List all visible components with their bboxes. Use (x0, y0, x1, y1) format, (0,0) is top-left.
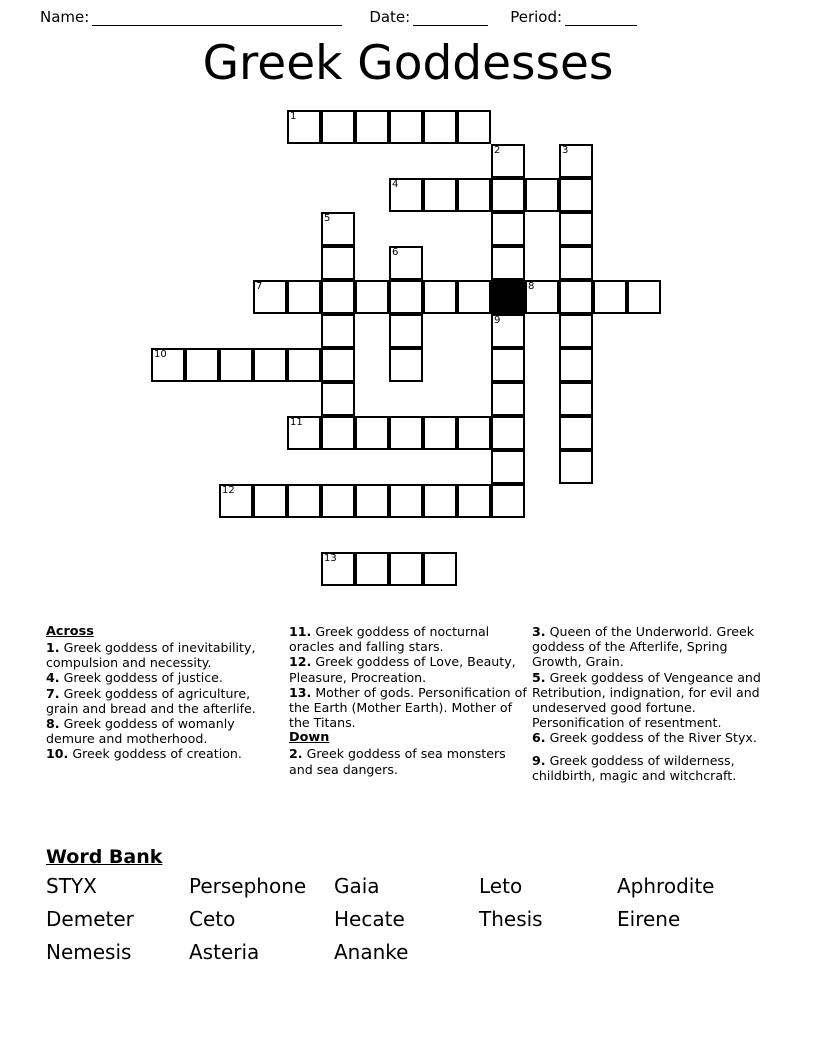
grid-cell-number: 11 (290, 417, 303, 428)
clue-text: Greek goddess of sea monsters and sea dangers. (289, 746, 506, 777)
grid-cell-number: 9 (494, 315, 501, 326)
grid-cell[interactable] (457, 416, 491, 450)
grid-cell[interactable] (321, 416, 355, 450)
date-label: Date: (369, 8, 411, 26)
grid-cell[interactable] (457, 178, 491, 212)
grid-cell[interactable] (491, 450, 525, 484)
name-label: Name: (40, 8, 90, 26)
grid-cell[interactable] (389, 484, 423, 518)
grid-cell[interactable] (423, 484, 457, 518)
clue-text: Greek goddess of inevitability, compulsion and necessity. (46, 640, 256, 671)
clue-text: Greek goddess of nocturnal oracles and falling stars. (289, 624, 490, 655)
clue-number: 8. (46, 716, 60, 732)
clue-item (289, 624, 527, 654)
grid-cell[interactable] (491, 314, 525, 348)
clues-section (46, 624, 786, 839)
grid-cell[interactable] (491, 416, 525, 450)
grid-cell[interactable] (559, 416, 593, 450)
clue-item (289, 654, 527, 684)
clue-text: Greek goddess of creation. (68, 746, 242, 762)
word-bank-row (46, 904, 786, 937)
clue-item (46, 670, 286, 685)
grid-cell[interactable] (185, 348, 219, 382)
clue-item (46, 640, 286, 670)
grid-cell[interactable] (253, 348, 287, 382)
word-bank-word: Ceto (189, 907, 236, 931)
grid-cell[interactable] (287, 110, 321, 144)
grid-cell[interactable] (491, 178, 525, 212)
grid-cell[interactable] (219, 484, 253, 518)
grid-cell[interactable] (559, 450, 593, 484)
grid-cell[interactable] (423, 280, 457, 314)
grid-cell[interactable] (389, 280, 423, 314)
clue-text: Mother of gods. Personification of the Earth (Mother Earth). Mother of the Titans. (289, 684, 527, 731)
grid-cell-number: 8 (528, 281, 535, 292)
grid-cell[interactable] (423, 178, 457, 212)
grid-cell[interactable] (389, 110, 423, 144)
grid-cell[interactable] (457, 484, 491, 518)
clue-text: Greek goddess of womanly demure and motherhood. (46, 716, 235, 747)
period-label: Period: (510, 8, 563, 26)
grid-cell[interactable] (457, 110, 491, 144)
clue-item (532, 730, 780, 745)
grid-cell-number: 12 (222, 485, 235, 496)
grid-cell[interactable] (559, 280, 593, 314)
clue-number: 9. (532, 752, 546, 768)
grid-cell[interactable] (559, 348, 593, 382)
grid-cell-number: 1 (290, 111, 297, 122)
clue-text: Queen of the Underworld. Greek goddess of the Afterlife, Spring Growth, Grain. (532, 624, 755, 670)
word-bank-word: Persephone (189, 874, 307, 898)
grid-cell[interactable] (287, 484, 321, 518)
grid-cell-number: 10 (154, 349, 167, 360)
word-bank-title: Word Bank (46, 846, 163, 868)
clue-number: 12. (289, 654, 312, 670)
grid-cell-number: 7 (256, 281, 263, 292)
grid-cell[interactable] (389, 348, 423, 382)
word-bank-word: Demeter (46, 907, 134, 931)
word-bank-row (46, 871, 786, 904)
clue-item (532, 753, 780, 783)
clues-column-3 (532, 624, 780, 783)
grid-cell[interactable] (287, 280, 321, 314)
grid-cell[interactable] (151, 348, 185, 382)
clue-item (46, 686, 286, 716)
grid-cell-number: 4 (392, 179, 399, 190)
clue-text: Greek goddess of Vengeance and Retribution, indignation, for evil and undeserved good fortune. Personification of resentment. (532, 669, 761, 731)
clue-number: 11. (289, 624, 312, 639)
grid-cell[interactable] (389, 552, 423, 586)
grid-cell[interactable] (389, 416, 423, 450)
clue-number: 7. (46, 685, 60, 701)
grid-cell[interactable] (321, 382, 355, 416)
word-bank-word: Thesis (479, 907, 543, 931)
grid-cell[interactable] (559, 314, 593, 348)
grid-cell[interactable] (321, 212, 355, 246)
grid-cell[interactable] (321, 110, 355, 144)
grid-cell[interactable] (253, 484, 287, 518)
grid-cell[interactable] (491, 382, 525, 416)
grid-cell-number: 13 (324, 553, 337, 564)
clue-item (46, 716, 286, 746)
clue-item (532, 624, 780, 670)
grid-cell[interactable] (355, 552, 389, 586)
grid-cell[interactable] (593, 280, 627, 314)
clue-item (46, 746, 286, 761)
clues-column-1 (46, 624, 286, 762)
grid-cell[interactable] (389, 178, 423, 212)
grid-cell[interactable] (423, 110, 457, 144)
grid-cell[interactable] (389, 314, 423, 348)
clues-column-2 (289, 624, 527, 777)
grid-cell[interactable] (457, 280, 491, 314)
grid-cell[interactable] (321, 348, 355, 382)
grid-cell[interactable] (559, 382, 593, 416)
word-bank-word: Hecate (334, 907, 405, 931)
grid-cell[interactable] (491, 246, 525, 280)
across-heading: Across (46, 624, 94, 639)
grid-cell[interactable] (491, 484, 525, 518)
word-bank-word: STYX (46, 874, 97, 898)
word-bank-word: Eirene (617, 907, 681, 931)
grid-cell[interactable] (321, 484, 355, 518)
grid-cell[interactable] (287, 416, 321, 450)
grid-cell-number: 2 (494, 145, 501, 156)
clue-item (289, 685, 527, 731)
grid-cell[interactable] (559, 178, 593, 212)
grid-block-cell (491, 280, 525, 314)
clue-number: 6. (532, 730, 546, 746)
grid-cell[interactable] (355, 280, 389, 314)
clue-text: Greek goddess of the River Styx. (545, 730, 757, 746)
down-heading: Down (289, 730, 330, 746)
clue-text: Greek goddess of agriculture, grain and bread and the afterlife. (46, 685, 256, 716)
grid-cell[interactable] (355, 484, 389, 518)
grid-cell[interactable] (491, 144, 525, 178)
word-bank-list (46, 871, 786, 970)
grid-cell[interactable] (559, 212, 593, 246)
grid-cell[interactable] (321, 314, 355, 348)
grid-cell[interactable] (287, 348, 321, 382)
grid-cell[interactable] (627, 280, 661, 314)
word-bank-word: Asteria (189, 940, 260, 964)
clue-number: 10. (46, 746, 69, 762)
clue-number: 1. (46, 640, 60, 655)
grid-cell[interactable] (389, 246, 423, 280)
grid-cell[interactable] (423, 552, 457, 586)
grid-cell[interactable] (321, 246, 355, 280)
grid-cell[interactable] (321, 552, 355, 586)
word-bank-word: Gaia (334, 874, 380, 898)
word-bank-word: Leto (479, 874, 523, 898)
page-title: Greek Goddesses (202, 36, 614, 91)
clue-number: 4. (46, 670, 60, 686)
grid-cell[interactable] (491, 212, 525, 246)
clue-item (289, 746, 527, 776)
grid-cell[interactable] (491, 348, 525, 382)
grid-cell[interactable] (253, 280, 287, 314)
clue-text: Greek goddess of justice. (59, 670, 223, 686)
clue-text: Greek goddess of Love, Beauty, Pleasure, Procreation. (289, 654, 516, 685)
grid-cell[interactable] (355, 110, 389, 144)
clue-number: 3. (532, 624, 546, 639)
clue-number: 2. (289, 746, 303, 762)
grid-cell-number: 3 (562, 145, 569, 156)
grid-cell[interactable] (423, 416, 457, 450)
grid-cell[interactable] (559, 144, 593, 178)
clue-text: Greek goddess of wilderness, childbirth, magic and witchcraft. (532, 752, 737, 783)
word-bank-word: Nemesis (46, 940, 132, 964)
grid-cell[interactable] (219, 348, 253, 382)
clue-number: 5. (532, 669, 546, 685)
grid-cell[interactable] (355, 416, 389, 450)
clue-number: 13. (289, 684, 312, 700)
grid-cell[interactable] (525, 178, 559, 212)
grid-cell[interactable] (321, 280, 355, 314)
grid-cell[interactable] (525, 280, 559, 314)
word-bank-word: Ananke (334, 940, 409, 964)
clue-item (532, 670, 780, 731)
grid-cell[interactable] (559, 246, 593, 280)
word-bank-row (46, 937, 786, 970)
grid-cell-number: 6 (392, 247, 399, 258)
word-bank-section (46, 845, 786, 970)
grid-cell-number: 5 (324, 213, 331, 224)
word-bank-word: Aphrodite (617, 874, 715, 898)
